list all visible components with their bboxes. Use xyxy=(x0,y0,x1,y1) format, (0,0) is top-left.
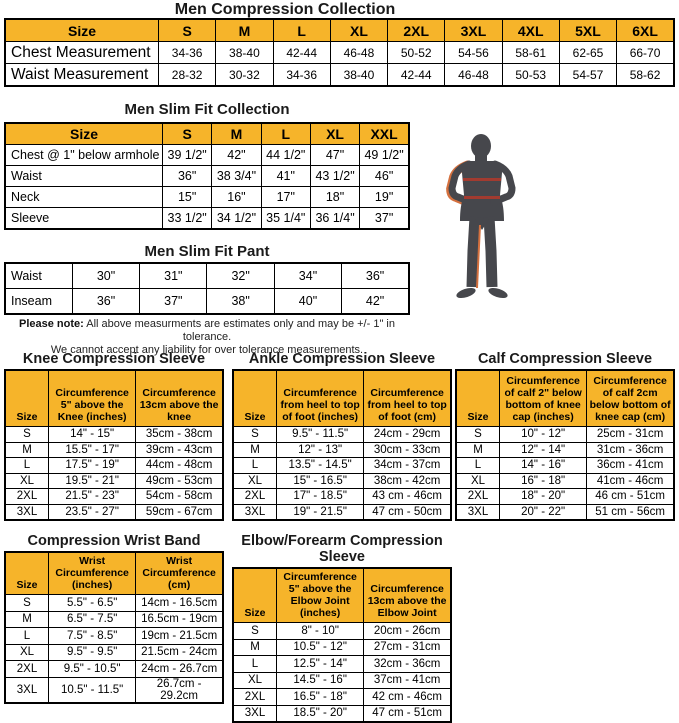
table-row xyxy=(233,689,451,706)
cell-value: 30-32 xyxy=(216,64,273,87)
column-header: S xyxy=(159,19,216,42)
cell-value: 39cm - 43cm xyxy=(136,442,223,458)
male-silhouette-svg xyxy=(444,133,520,318)
elbow-sleeve-section xyxy=(232,533,452,723)
table-row xyxy=(456,489,674,505)
column-header: M xyxy=(216,19,273,42)
cell-value: 24cm - 26.7cm xyxy=(136,661,223,678)
column-header: Size xyxy=(456,370,500,427)
cell-value: 26.7cm - 29.2cm xyxy=(136,677,223,703)
men-slim-fit-pant-title: Men Slim Fit Pant xyxy=(144,243,270,260)
cell-value: 17" - 18.5" xyxy=(277,489,364,505)
column-header: Size xyxy=(233,568,277,623)
cell-value: 27cm - 31cm xyxy=(364,639,451,656)
column-header: M xyxy=(212,123,261,145)
figure-left-foot xyxy=(455,286,477,300)
cell-value: 17" xyxy=(261,187,310,208)
row-label: 2XL xyxy=(456,489,500,505)
column-header: 2XL xyxy=(388,19,445,42)
cell-value: 12" - 13" xyxy=(277,442,364,458)
cell-value: 21.5" - 23" xyxy=(49,489,136,505)
cell-value: 9.5" - 9.5" xyxy=(49,644,136,661)
column-header: 6XL xyxy=(617,19,674,42)
cell-value: 37cm - 41cm xyxy=(364,672,451,689)
cell-value: 50-53 xyxy=(502,64,559,87)
cell-value: 62-65 xyxy=(559,42,616,64)
cell-value: 15" - 16.5" xyxy=(277,473,364,489)
row-label: XL xyxy=(456,473,500,489)
cell-value: 19.5" - 21" xyxy=(49,473,136,489)
row-label: 3XL xyxy=(233,504,277,520)
cell-value: 46 cm - 51cm xyxy=(587,489,674,505)
cell-value: 49 1/2" xyxy=(360,145,409,166)
column-header: L xyxy=(261,123,310,145)
cell-value: 10.5" - 11.5" xyxy=(49,677,136,703)
row-label: XL xyxy=(233,473,277,489)
knee-sleeve-table xyxy=(4,369,224,521)
table-row xyxy=(5,661,223,678)
cell-value: 47 cm - 51cm xyxy=(364,705,451,722)
cell-value: 32cm - 36cm xyxy=(364,656,451,673)
row-label: Waist xyxy=(5,263,72,289)
table-row xyxy=(233,705,451,722)
cell-value: 44cm - 48cm xyxy=(136,458,223,474)
calf-sleeve-table xyxy=(455,369,675,521)
row-label: L xyxy=(233,656,277,673)
row-label: L xyxy=(456,458,500,474)
knee-sleeve-title: Knee Compression Sleeve xyxy=(22,351,206,367)
wrist-band-table xyxy=(4,551,224,704)
table-row xyxy=(5,504,223,520)
cell-value: 30cm - 33cm xyxy=(364,442,451,458)
cell-value: 10.5" - 12" xyxy=(277,639,364,656)
men-slim-fit-pant-table xyxy=(4,262,410,315)
figure-right-foot xyxy=(487,286,509,300)
row-label: S xyxy=(5,595,49,612)
row-label: L xyxy=(233,458,277,474)
wrist-band-section xyxy=(4,533,224,704)
cell-value: 16" - 18" xyxy=(500,473,587,489)
cell-value: 28-32 xyxy=(159,64,216,87)
cell-value: 38" xyxy=(207,289,274,315)
cell-value: 54cm - 58cm xyxy=(136,489,223,505)
table-row xyxy=(456,458,674,474)
row-label: Neck xyxy=(5,187,163,208)
table-row xyxy=(456,504,674,520)
ankle-sleeve-title: Ankle Compression Sleeve xyxy=(248,351,436,367)
cell-value: 49cm - 53cm xyxy=(136,473,223,489)
row-label: M xyxy=(456,442,500,458)
knee-sleeve-section xyxy=(4,351,224,521)
figure-torso xyxy=(460,161,504,221)
table-row xyxy=(5,166,409,187)
column-header: Wrist Circumference (cm) xyxy=(136,552,223,595)
table-row xyxy=(5,208,409,230)
cell-value: 35 1/4" xyxy=(261,208,310,230)
cell-value: 16.5cm - 19cm xyxy=(136,611,223,628)
cell-value: 34-36 xyxy=(159,42,216,64)
cell-value: 36" xyxy=(342,263,409,289)
cell-value: 10" - 12" xyxy=(500,427,587,443)
row-label: 2XL xyxy=(5,661,49,678)
cell-value: 20" - 22" xyxy=(500,504,587,520)
header-row xyxy=(5,370,223,427)
cell-value: 8" - 10" xyxy=(277,623,364,640)
header-row xyxy=(5,123,409,145)
column-header: XL xyxy=(330,19,387,42)
cell-value: 18" - 20" xyxy=(500,489,587,505)
men-compression-table xyxy=(4,18,675,87)
calf-sleeve-title: Calf Compression Sleeve xyxy=(477,351,653,367)
cell-value: 47" xyxy=(310,145,359,166)
cell-value: 34" xyxy=(274,263,341,289)
header-row xyxy=(233,568,451,623)
cell-value: 16" xyxy=(212,187,261,208)
men-slim-fit-title: Men Slim Fit Collection xyxy=(124,101,290,118)
column-header: Size xyxy=(5,370,49,427)
ankle-sleeve-table xyxy=(232,369,452,521)
table-row xyxy=(5,263,409,289)
row-label: M xyxy=(233,442,277,458)
cell-value: 12" - 14" xyxy=(500,442,587,458)
cell-value: 19" - 21.5" xyxy=(277,504,364,520)
table-row xyxy=(5,427,223,443)
cell-value: 39 1/2" xyxy=(163,145,212,166)
cell-value: 47 cm - 50cm xyxy=(364,504,451,520)
row-label: M xyxy=(233,639,277,656)
cell-value: 34cm - 37cm xyxy=(364,458,451,474)
cell-value: 13.5" - 14.5" xyxy=(277,458,364,474)
cell-value: 51 cm - 56cm xyxy=(587,504,674,520)
table-row xyxy=(5,611,223,628)
table-row xyxy=(5,677,223,703)
cell-value: 7.5" - 8.5" xyxy=(49,628,136,645)
table-row xyxy=(233,639,451,656)
row-label: 2XL xyxy=(5,489,49,505)
cell-value: 46-48 xyxy=(445,64,502,87)
cell-value: 43 cm - 46cm xyxy=(364,489,451,505)
cell-value: 46" xyxy=(360,166,409,187)
cell-value: 25cm - 31cm xyxy=(587,427,674,443)
row-label: Waist Measurement xyxy=(5,64,159,87)
row-label: XL xyxy=(233,672,277,689)
row-label: S xyxy=(233,427,277,443)
cell-value: 33 1/2" xyxy=(163,208,212,230)
row-label: 2XL xyxy=(233,689,277,706)
row-label: M xyxy=(5,611,49,628)
header-row xyxy=(5,19,674,42)
table-row xyxy=(456,442,674,458)
column-header: Circumference 13cm above the knee xyxy=(136,370,223,427)
table-row xyxy=(233,442,451,458)
cell-value: 5.5" - 6.5" xyxy=(49,595,136,612)
cell-value: 38-40 xyxy=(330,64,387,87)
figure-right-leg xyxy=(489,217,492,287)
row-label: XL xyxy=(5,644,49,661)
cell-value: 34 1/2" xyxy=(212,208,261,230)
cell-value: 31" xyxy=(140,263,207,289)
cell-value: 9.5" - 11.5" xyxy=(277,427,364,443)
row-label: L xyxy=(5,628,49,645)
cell-value: 44 1/2" xyxy=(261,145,310,166)
column-header: Size xyxy=(233,370,277,427)
column-header: 5XL xyxy=(559,19,616,42)
column-header: 3XL xyxy=(445,19,502,42)
waist-measure-line xyxy=(464,196,500,199)
cell-value: 36cm - 41cm xyxy=(587,458,674,474)
table-row xyxy=(233,623,451,640)
cell-value: 58-62 xyxy=(617,64,674,87)
table-row xyxy=(5,42,674,64)
column-header: S xyxy=(163,123,212,145)
column-header: Wrist Circumference (inches) xyxy=(49,552,136,595)
table-row xyxy=(5,644,223,661)
row-label: 3XL xyxy=(5,677,49,703)
column-header: Circumference of calf 2cm below bottom of knee cap (cm) xyxy=(587,370,674,427)
column-header: 4XL xyxy=(502,19,559,42)
cell-value: 54-56 xyxy=(445,42,502,64)
table-row xyxy=(233,672,451,689)
column-header: Circumference of calf 2" below bottom of knee cap (inches) xyxy=(500,370,587,427)
table-row xyxy=(456,427,674,443)
cell-value: 59cm - 67cm xyxy=(136,504,223,520)
header-row xyxy=(233,370,451,427)
table-row xyxy=(5,628,223,645)
cell-value: 31cm - 36cm xyxy=(587,442,674,458)
cell-value: 34-36 xyxy=(273,64,330,87)
figure-left-leg xyxy=(472,217,475,287)
table-row xyxy=(233,458,451,474)
table-row xyxy=(5,442,223,458)
cell-value: 42 cm - 46cm xyxy=(364,689,451,706)
row-label: Sleeve xyxy=(5,208,163,230)
cell-value: 54-57 xyxy=(559,64,616,87)
row-label: S xyxy=(5,427,49,443)
row-label: 3XL xyxy=(233,705,277,722)
column-header: Circumference from heel to top of foot (inches) xyxy=(277,370,364,427)
row-label: Chest @ 1" below armhole xyxy=(5,145,163,166)
row-label: S xyxy=(233,623,277,640)
cell-value: 36" xyxy=(72,289,139,315)
cell-value: 15.5" - 17" xyxy=(49,442,136,458)
cell-value: 38cm - 42cm xyxy=(364,473,451,489)
cell-value: 36" xyxy=(163,166,212,187)
elbow-sleeve-title: Elbow/Forearm Compression Sleeve xyxy=(241,533,443,565)
row-label: XL xyxy=(5,473,49,489)
cell-value: 42-44 xyxy=(273,42,330,64)
cell-value: 37" xyxy=(360,208,409,230)
elbow-sleeve-table xyxy=(232,567,452,723)
row-label: Inseam xyxy=(5,289,72,315)
table-row xyxy=(5,64,674,87)
column-header: Circumference 5" above the Knee (inches) xyxy=(49,370,136,427)
cell-value: 14" - 15" xyxy=(49,427,136,443)
column-header: Circumference from heel to top of foot (cm) xyxy=(364,370,451,427)
cell-value: 19cm - 21.5cm xyxy=(136,628,223,645)
cell-value: 46-48 xyxy=(330,42,387,64)
note-line2: We cannot accept any liability for over tolerance measurements. xyxy=(50,344,364,356)
note-label: Please note: xyxy=(19,318,84,330)
row-label: S xyxy=(456,427,500,443)
cell-value: 41cm - 46cm xyxy=(587,473,674,489)
row-label: 2XL xyxy=(233,489,277,505)
cell-value: 58-61 xyxy=(502,42,559,64)
cell-value: 66-70 xyxy=(617,42,674,64)
table-row xyxy=(5,595,223,612)
cell-value: 6.5" - 7.5" xyxy=(49,611,136,628)
table-row xyxy=(456,473,674,489)
cell-value: 42" xyxy=(342,289,409,315)
table-row xyxy=(233,473,451,489)
table-row xyxy=(5,187,409,208)
column-header: Circumference 13cm above the Elbow Joint xyxy=(364,568,451,623)
column-header: Size xyxy=(5,19,159,42)
column-header: XXL xyxy=(360,123,409,145)
cell-value: 18" xyxy=(310,187,359,208)
cell-value: 20cm - 26cm xyxy=(364,623,451,640)
cell-value: 41" xyxy=(261,166,310,187)
cell-value: 36 1/4" xyxy=(310,208,359,230)
chest-measure-line xyxy=(463,178,501,181)
cell-value: 17.5" - 19" xyxy=(49,458,136,474)
table-row xyxy=(233,489,451,505)
table-row xyxy=(233,656,451,673)
ankle-sleeve-section xyxy=(232,351,452,521)
row-label: Chest Measurement xyxy=(5,42,159,64)
cell-value: 43 1/2" xyxy=(310,166,359,187)
cell-value: 12.5" - 14" xyxy=(277,656,364,673)
table-row xyxy=(5,145,409,166)
cell-value: 14cm - 16.5cm xyxy=(136,595,223,612)
row-label: L xyxy=(5,458,49,474)
cell-value: 9.5" - 10.5" xyxy=(49,661,136,678)
header-row xyxy=(5,552,223,595)
table-row xyxy=(233,504,451,520)
table-row xyxy=(5,289,409,315)
cell-value: 37" xyxy=(140,289,207,315)
column-header: Size xyxy=(5,123,163,145)
cell-value: 42" xyxy=(212,145,261,166)
cell-value: 50-52 xyxy=(388,42,445,64)
column-header: Circumference 5" above the Elbow Joint (inches) xyxy=(277,568,364,623)
cell-value: 19" xyxy=(360,187,409,208)
row-label: 3XL xyxy=(5,504,49,520)
cell-value: 18.5" - 20" xyxy=(277,705,364,722)
cell-value: 35cm - 38cm xyxy=(136,427,223,443)
row-label: 3XL xyxy=(456,504,500,520)
cell-value: 32" xyxy=(207,263,274,289)
table-row xyxy=(5,473,223,489)
cell-value: 40" xyxy=(274,289,341,315)
header-row xyxy=(456,370,674,427)
cell-value: 14" - 16" xyxy=(500,458,587,474)
cell-value: 21.5cm - 24cm xyxy=(136,644,223,661)
column-header: Size xyxy=(5,552,49,595)
note-text: All above measurments are estimates only and may be +/- 1" in tolerance. xyxy=(83,318,395,343)
table-row xyxy=(5,489,223,505)
row-label: M xyxy=(5,442,49,458)
male-silhouette-figure xyxy=(444,133,520,318)
cell-value: 15" xyxy=(163,187,212,208)
cell-value: 14.5" - 16" xyxy=(277,672,364,689)
calf-sleeve-section xyxy=(455,351,675,521)
cell-value: 23.5" - 27" xyxy=(49,504,136,520)
cell-value: 38 3/4" xyxy=(212,166,261,187)
column-header: XL xyxy=(310,123,359,145)
cell-value: 30" xyxy=(72,263,139,289)
row-label: Waist xyxy=(5,166,163,187)
men-compression-title: Men Compression Collection xyxy=(174,1,396,18)
cell-value: 16.5" - 18" xyxy=(277,689,364,706)
table-row xyxy=(233,427,451,443)
column-header: L xyxy=(273,19,330,42)
cell-value: 38-40 xyxy=(216,42,273,64)
cell-value: 24cm - 29cm xyxy=(364,427,451,443)
wrist-band-title: Compression Wrist Band xyxy=(27,533,201,549)
table-row xyxy=(5,458,223,474)
cell-value: 42-44 xyxy=(388,64,445,87)
men-slim-fit-table xyxy=(4,122,410,230)
